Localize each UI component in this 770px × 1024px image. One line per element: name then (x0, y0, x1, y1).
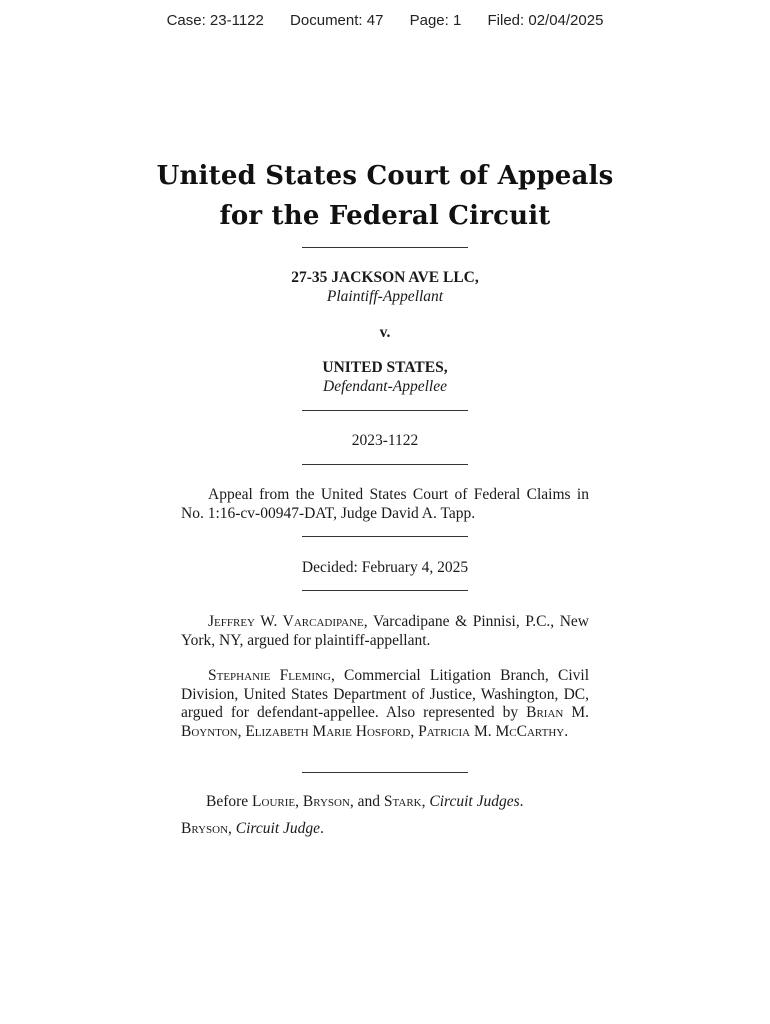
separator: , and (349, 793, 384, 810)
appeal-paragraph: Appeal from the United States Court of Federal Claims in No. 1:16-cv-00947-DAT, Judge David A. Tapp. (181, 486, 589, 522)
divider (302, 772, 468, 773)
judges-title: Circuit Judges (429, 793, 520, 810)
page-number: Page: 1 (409, 12, 462, 29)
separator: . (564, 722, 569, 740)
judge-title: Circuit Judge (235, 820, 321, 837)
appellee-counsel-paragraph (181, 667, 589, 741)
separator: , (295, 793, 303, 810)
panel-line (206, 793, 524, 811)
separator: , (410, 722, 419, 740)
versus: v. (379, 324, 391, 341)
attorney-description: , Varcadipane & Pinnisi, P.C., New York, NY, argued for plaintiff-appellant. (181, 613, 590, 649)
decided-date: Decided: February 4, 2025 (301, 559, 469, 576)
separator: , (228, 820, 236, 837)
appellant-counsel-paragraph (181, 613, 589, 650)
attorney-name: Brian M. Boynton (181, 704, 589, 740)
court-title-line-1: United States Court of Appeals (156, 161, 614, 191)
authoring-judge-line (181, 820, 324, 838)
attorney-description: , Commercial Litigation Branch, Civil Division, United States Department of Justice, Washington, DC, argued for defendant-appellee. Also represented by (181, 667, 590, 721)
separator: , (421, 793, 430, 810)
court-title (0, 156, 770, 236)
separator: . (519, 793, 524, 810)
appellee-role: Defendant-Appellee (323, 378, 447, 395)
divider (302, 590, 468, 591)
attorney-name: Stephanie Fleming (208, 667, 331, 684)
judge-name: Stark (383, 793, 422, 810)
filing-header (0, 12, 770, 29)
attorney-name: Patricia M. McCarthy (418, 722, 565, 740)
judge-name: Bryson (181, 820, 229, 837)
separator: . (320, 820, 324, 837)
divider (302, 410, 468, 411)
divider (302, 247, 468, 248)
separator: , (237, 722, 246, 740)
panel-before: Before (206, 793, 253, 810)
document-number: Document: 47 (290, 12, 384, 29)
case-number: Case: 23-1122 (166, 12, 264, 29)
appellant-name: 27-35 JACKSON AVE LLC, (291, 269, 479, 286)
divider (302, 536, 468, 537)
divider (302, 464, 468, 465)
judge-name: Lourie (252, 793, 296, 810)
judge-name: Bryson (302, 793, 350, 810)
docket-number: 2023-1122 (351, 432, 419, 449)
attorney-name: Jeffrey W. Varcadipane (208, 613, 364, 630)
appellee-name: UNITED STATES, (322, 359, 448, 376)
filed-date: Filed: 02/04/2025 (487, 12, 604, 29)
attorney-name: Elizabeth Marie Hosford (245, 722, 411, 740)
court-title-line-2: for the Federal Circuit (219, 201, 551, 231)
appellant-role: Plaintiff-Appellant (326, 288, 444, 305)
